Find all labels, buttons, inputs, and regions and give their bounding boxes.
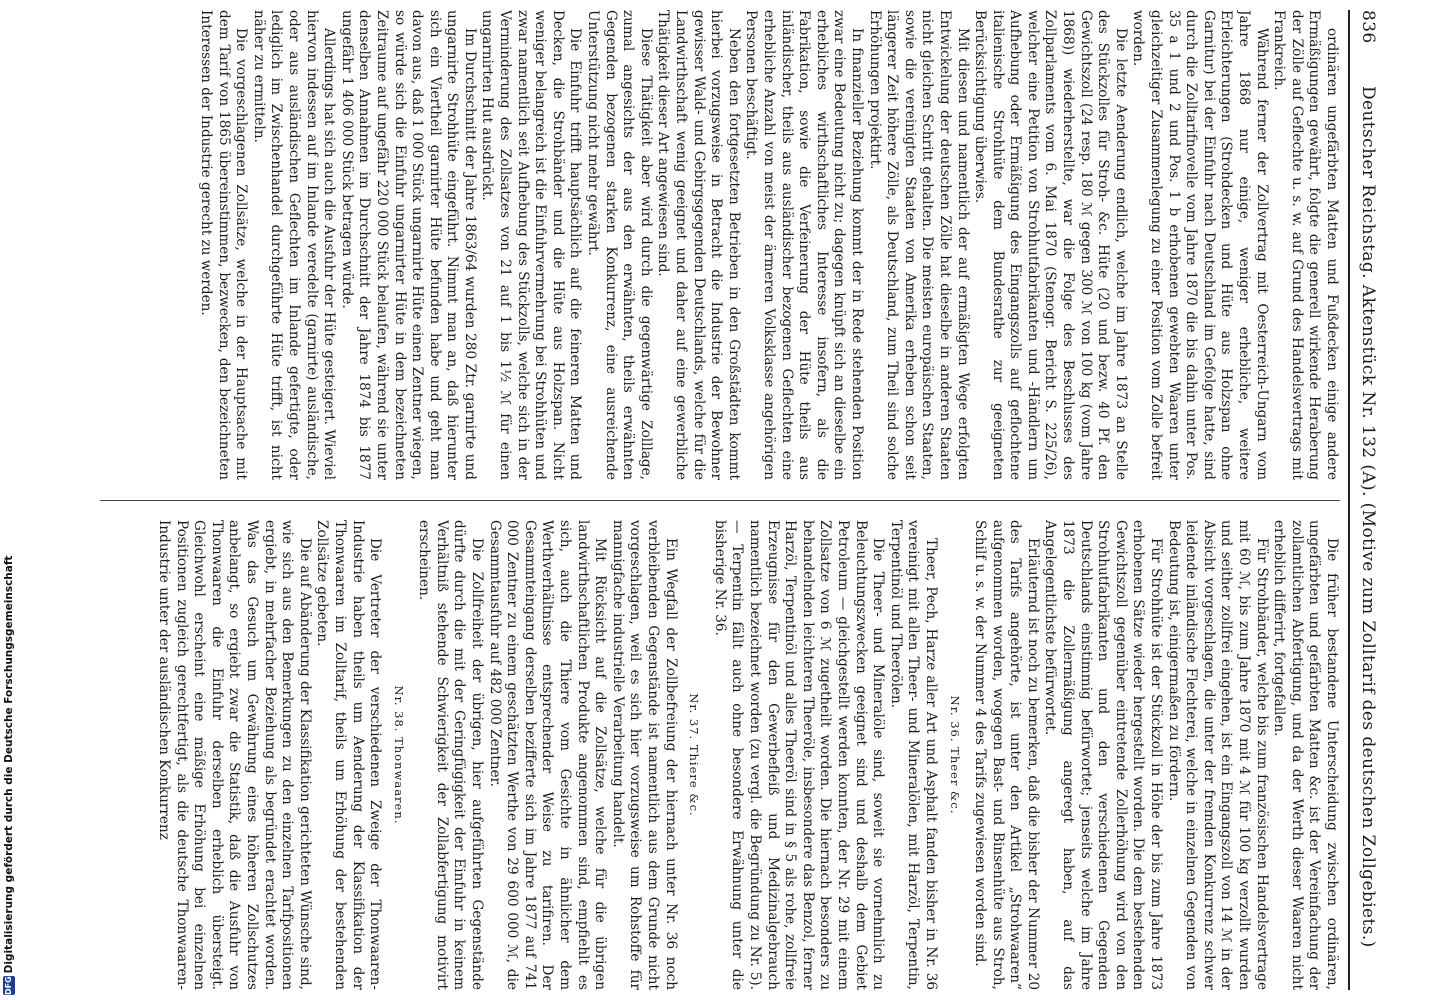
right-column: [100, 520, 1340, 990]
paragraph: Mit Rücksicht auf die Zollsätze, welche für die übrigen landwirthschaftlichen Produkte angenommen sind, empfiehlt es sich, auch die Thiere vom Gesichte in ähnlicher dem Werthverhältnisse entsprechender Weise zu tarifiren. Der Gesammteingang derselben bezifferte sich im Jahre 1877 auf 741 000 Zentner zu einem geschätzten Werthe von 29 600 000 ℳ, die Gesammtausfuhr auf 482 000 Zentner.: [486, 520, 609, 990]
page-number: 836: [1358, 10, 1378, 44]
paragraph: Neben den fortgesetzten Betrieben in den Großstädten kommt hierbei vorzugsweise in Betracht die Industrie der Bewohner gewisser Wald- und Gebirgsgegenden Deutschlands, welche für die Landwirthschaft wenig geeignet und daher auf eine gewerbliche Thätigkeit dieser Art angewiesen sind.: [655, 10, 742, 480]
dfg-logo-icon: DFG: [4, 976, 13, 995]
paragraph: Die vorgeschlagenen Zollsätze, welche in der Hauptsache mit dem Tarif von 1865 übereinstimmen, bezwecken, den bezeichneten Interessen der Industrie gerecht zu werden.: [198, 10, 250, 480]
paragraph: In finanzieller Beziehung kommt der in Rede stehenden Position zwar eine Bedeutung nicht zu; dagegen knüpft sich an dieselbe ein erhebliches wirthschaftliches Interesse insofern, als die Fabrikation, sowie die Verfeinerung der Hüte theils aus inländischer, theils aus ausländischer bezogenen Geflechten eine erhebliche Anzahl von meist der ärmeren Volksklasse angehörigen Personen beschäftigt.: [743, 10, 865, 480]
paragraph: Mit diesen und namentlich der auf ermäßigten Wege erfolgten Entwickelung der deutschen Zölle hat dieselbe in anderen Staaten nicht gleichen Schritt gehalten. Die meisten europäischen Staaten, sowie die vereinigten Staaten von Amerika erheben schon seit längerer Zeit höhere Zölle, als Deutschland, zum Theil sind solche Erhöhungen projektirt.: [866, 10, 971, 480]
paragraph: Die auf Abänderung der Klassifikation gerichteten Wünsche sind, wie sich aus den Bemerkungen zu den einzelnen Tarifpositionen ergiebt, in mehrfacher Beziehung als begründet erachtet worden. Was das Gesuch um Gewährung eines höheren Zollschutzes anbelangt, so ergiebt zwar die Statistik, daß die Ausfuhr von Thonwaaren die Einfuhr derselben erheblich übersteigt. Gleichwohl erscheint eine mäßige Erhöhung bei einzelnen Positionen zugleich gerechtfertigt, als die deutsche Thonwaaren-Industrie unter der ausländischen Konkurrenz: [156, 520, 313, 990]
digitization-credit-sidebar: [0, 0, 18, 1000]
paragraph: Im Durchschnitt der Jahre 1863/64 wurden 280 Ztr. garnirte und ungarnirte Strohhüte eingeführt. Nimmt man an, daß hierunter sich ein Viertheil garnirter Hüte befunden habe und geht man davon aus, daß 1 000 Stück ungarnirte Hüte einen Zentner wiegen, so würde sich die Einfuhr ungarnirter Hüte in dem bezeichneten Zeitraume auf ungefähr 220 000 Stück belaufen, während sie unter denselben Annahmen im Durchschnitt der Jahre 1874 bis 1877 ungefähr 1 406 000 Stück betragen würde.: [338, 10, 478, 480]
page-title: Deutscher Reichstag. Aktenstück Nr. 132 (A). (Motive zum Zolltarif des deutschen Zollgebiets.): [1358, 85, 1378, 948]
left-column: [100, 10, 1340, 480]
paragraph: Die früher bestandene Unterscheidung zwischen ordinären, ungefärbten und gefärbten Matten &c. ist der Vereinfachung der zollamtlichen Abfertigung, und da der Werth dieser Waaren nicht erheblich differirt, fortgefallen.: [1271, 520, 1340, 990]
paragraph: Die Theer- und Mineralöle sind, soweit sie vornehmlich zu Beleuchtungszwecken geeignet sind und deshalb dem Gebiet Petroleum — gleichgestellt werden konnten, der Nr. 29 mit einem Zollsatze von 6 ℳ zugetheilt worden. Die hiernach besonders zu behandelnden leichteren Theeröle, insbesondere das Benzol, ferner Harzöl, Terpentinöl und alles Theeröl sind in § 5 als rohe, zollfreie Erzeugnisse für den Gewerbefleiß und Medizinalgebrauch namentlich bezeichnet worden (zu vergl. die Begründung zu Nr. 5). — Terpentin fällt auch ohne besondere Erwähnung unter die bisherige Nr. 36.: [711, 520, 887, 990]
credit-text: Digitalisierung gefördert durch die Deutsche Forschungsgemeinschaft: [3, 555, 15, 974]
paragraph: Die Vertreter der verschiedenen Zweige der Thonwaaren-Industrie haben theils um Aenderung der Klassifikation der Thonwaaren im Zolltarif, theils um Erhöhung der bestehenden Zollsätze gebeten.: [314, 520, 384, 990]
section-heading: Nr. 37. Thiere &c.: [687, 693, 702, 817]
paragraph: Erläuternd ist noch zu bemerken, daß die bisher der Nummer 20 des Tarifs angehörte, ist unter den Artikel „Strohwaaren“ aufgenommen worden, wogegen Bast- und Binsenhüte aus Stroh, Schilf u. s. w. der Nummer 4 des Tarifs zugewiesen worden sind.: [972, 520, 1041, 990]
paragraph: Ein Wegfall der Zollbefreiung der hiernach unter Nr. 36 noch verbleibenden Gegenstände ist namentlich aus dem Grunde nicht vorgeschlagen, weil es sich hier vorzugsweise um Rohstoffe für mannigfache industrielle Verarbeitung handelt.: [609, 520, 679, 990]
paragraph: Die Einfuhr trifft hauptsächlich auf die feineren Matten und Decken, die Strohbänder und die Hüte aus Holzspan. Nicht weniger belangreich ist die Einfuhrvermehrung bei Strohhüten und zwar namentlich seit Aufhebung des Stückzolls, welche sich in der Verminderung des Zollsatzes von 21 auf 1 bis 1½ ℳ für einen ungarnirten Hut ausdrückt.: [479, 10, 584, 480]
paragraph: Für Strohbänder, welche bis zum französischen Handelsvertrage mit 60 ℳ, bis zum Jahre 1870 mit 4 ℳ für 100 kg verzollt wurden und seither zollfrei eingehen, ist ein Eingangszoll von 14 ℳ in der Absicht vorgeschlagen, die unter der fremden Konkurrenz schwer leidende inländische Flechterei, welche in einzelnen Gegenden von Bedeutung ist, einigermaßen zu fördern.: [1165, 520, 1270, 990]
page-header: [1354, 10, 1382, 990]
header-rule: [1348, 10, 1350, 990]
section-heading: Nr. 38. Thonwaaren.: [391, 685, 406, 825]
paragraph: Diese Thätigkeit aber wird durch die gegenwärtige Zolllage, zumal angesichts der aus den erwähnten, theils erwähnten Gegenden bezogenen starken Konkurrenz, eine ausreichende Unterstützung nicht mehr gewährt.: [585, 10, 654, 480]
rotated-page: [90, 10, 1382, 990]
section-heading: Nr. 36. Theer &c.: [947, 695, 962, 815]
paragraph: Die Zollfreiheit der übrigen, hier aufgeführten Gegenstände dürfte durch die mit der Geringfügigkeit der Einfuhr in keinem Verhältniß stehende Schwierigkeit der Zollabfertigung motivirt erscheinen.: [416, 520, 486, 990]
paragraph: Theer, Pech, Harze aller Art und Asphalt fanden bisher in Nr. 36 vereinigt mit allen Theer- und Mineralölen, mit Harzöl, Terpentin, Terpentinöl und Theerölen.: [887, 520, 939, 990]
paragraph: Für Strohhüte ist der Stückzoll in Höhe der bis zum Jahre 1873 erhobenen Sätze wieder hergestellt worden. Die dem bestehenden Gewichtszoll gegenüber eintretende Zollerhöhung wird von den Strohhutfabrikanten und den verschiedenen Gegenden Deutschlands einstimmig befürwortet; jenseits welche im Jahre 1873 die Zollermäßigung angeregt haben, auf das Angelegentlichste befürwortet.: [1042, 520, 1165, 990]
paragraph: Die letzte Aenderung endlich, welche im Jahre 1873 an Stelle des Stückzolles für Stroh- &c. Hüte (20 und bezw. 40 Pf. den Gewichtszoll (24 resp. 180 ℳ gegen 300 ℳ von 100 kg (vom Jahre 1868)) wiederherstellte, war die Folge des Beschlusses des Zollparlaments vom 6. Mai 1870 (Stenogr. Bericht S. 225/26), welcher eine Petition von Strohhutfabrikanten und -Händlern um Aufhebung oder Ermäßigung des Eingangszolls auf geflochtene italienische Strohhüte dem Bundesrathe zur geeigneten Berücksichtigung überwies.: [972, 10, 1129, 480]
column-divider: [100, 500, 1340, 501]
paragraph: Während ferner der Zollvertrag mit Oesterreich-Ungarn vom Jahre 1868 nur einige, weniger erhebliche, weitere Erleichterungen (Strohdecken und Hüte aus Holzspan ohne Garnitur) bei der Einfuhr nach Deutschland im Gefolge hatte, sind durch die Zolltarifnovelle vom Jahre 1870 die bis dahin unter Pos. 35 a 1 und 2 und Pos. 1 b erhobenen gewebten Waaren unter gleichzeitiger Zusammenlegung zu einer Position vom Zolle befreit worden.: [1130, 10, 1270, 480]
paragraph: Allerdings hat sich auch die Ausfuhr der Hüte gesteigert. Wieviel hiervon indessen auf im Inlande veredelte (garnirte) ausländische, oder aus ausländischen Geflechten im Inlande gefertigte, oder lediglich im Zwischenhandel durchgeführte Hüte trifft, ist nicht näher zu ermitteln.: [250, 10, 338, 480]
credit-line: [2, 555, 16, 995]
paragraph: ordinären ungefärbten Matten und Fußdecken einige andere Ermäßigungen gewährt, folgte die generell wirkende Heraberung der Zölle auf Geflechte u. s. w. auf Grund des Handelsvertrags mit Frankreich.: [1271, 10, 1340, 480]
